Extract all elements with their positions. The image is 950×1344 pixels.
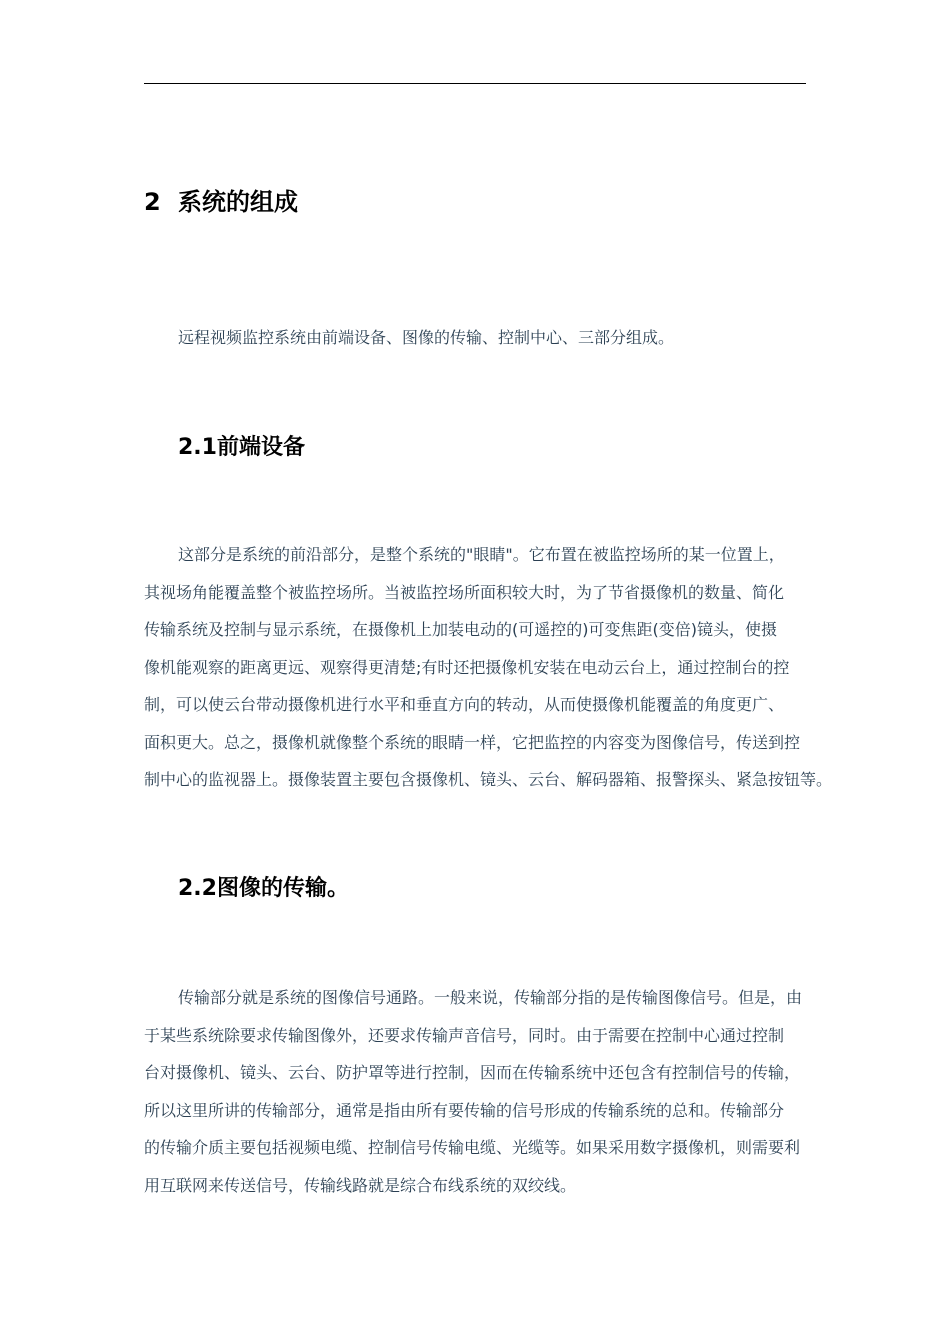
section-2-2-paragraph bbox=[144, 979, 808, 1204]
intro-paragraph bbox=[144, 319, 808, 357]
section-title: 图像的传输。 bbox=[216, 876, 349, 901]
chapter-number: 2 bbox=[144, 188, 161, 216]
paragraph-line: 制，可以使云台带动摄像机进行水平和垂直方向的转动，从而使摄像机能覆盖的角度更广、 bbox=[144, 695, 785, 714]
paragraph-line: 制中心的监视器上。摄像装置主要包含摄像机、镜头、云台、解码器箱、报警探头、紧急按钮等。 bbox=[144, 770, 833, 789]
paragraph-line: 像机能观察的距离更远、观察得更清楚;有时还把摄像机安装在电动云台上，通过控制台的控 bbox=[144, 657, 790, 677]
paragraph-line: 面积更大。总之，摄像机就像整个系统的眼睛一样，它把监控的内容变为图像信号，传送到控 bbox=[144, 732, 801, 752]
paragraph-line: 所以这里所讲的传输部分，通常是指由所有要传输的信号形成的传输系统的总和。传输部分 bbox=[144, 1100, 785, 1120]
paragraph-line: 于某些系统除要求传输图像外，还要求传输声音信号，同时。由于需要在控制中心通过控制 bbox=[144, 1025, 785, 1045]
paragraph-line: 台对摄像机、镜头、云台、防护罩等进行控制，因而在传输系统中还包含有控制信号的传输， bbox=[144, 1063, 801, 1082]
paragraph-line: 传输部分就是系统的图像信号通路。一般来说，传输部分指的是传输图像信号。但是，由 bbox=[178, 988, 803, 1007]
section-title: 前端设备 bbox=[216, 435, 305, 460]
paragraph-line: 的传输介质主要包括视频电缆、控制信号传输电缆、光缆等。如果采用数字摄像机，则需要利 bbox=[144, 1138, 801, 1157]
chapter-heading bbox=[144, 184, 298, 220]
paragraph-line: 这部分是系统的前沿部分，是整个系统的"眼睛"。它布置在被监控场所的某一位置上， bbox=[178, 545, 785, 564]
paragraph-line: 传输系统及控制与显示系统，在摄像机上加装电动的(可遥控的)可变焦距(变倍)镜头，使摄 bbox=[144, 620, 777, 639]
section-heading-2-1 bbox=[178, 431, 305, 465]
paragraph-line: 其视场角能覆盖整个被监控场所。当被监控场所面积较大时，为了节省摄像机的数量、简化 bbox=[144, 582, 785, 602]
section-number: 2.2 bbox=[178, 876, 217, 901]
section-heading-2-2 bbox=[178, 872, 349, 906]
section-number: 2.1 bbox=[178, 435, 217, 460]
paragraph-line: 远程视频监控系统由前端设备、图像的传输、控制中心、三部分组成。 bbox=[178, 328, 675, 347]
header-rule bbox=[144, 83, 806, 84]
paragraph-line: 用互联网来传送信号，传输线路就是综合布线系统的双绞线。 bbox=[144, 1175, 577, 1195]
section-2-1-paragraph bbox=[144, 536, 833, 799]
chapter-title: 系统的组成 bbox=[178, 188, 298, 216]
